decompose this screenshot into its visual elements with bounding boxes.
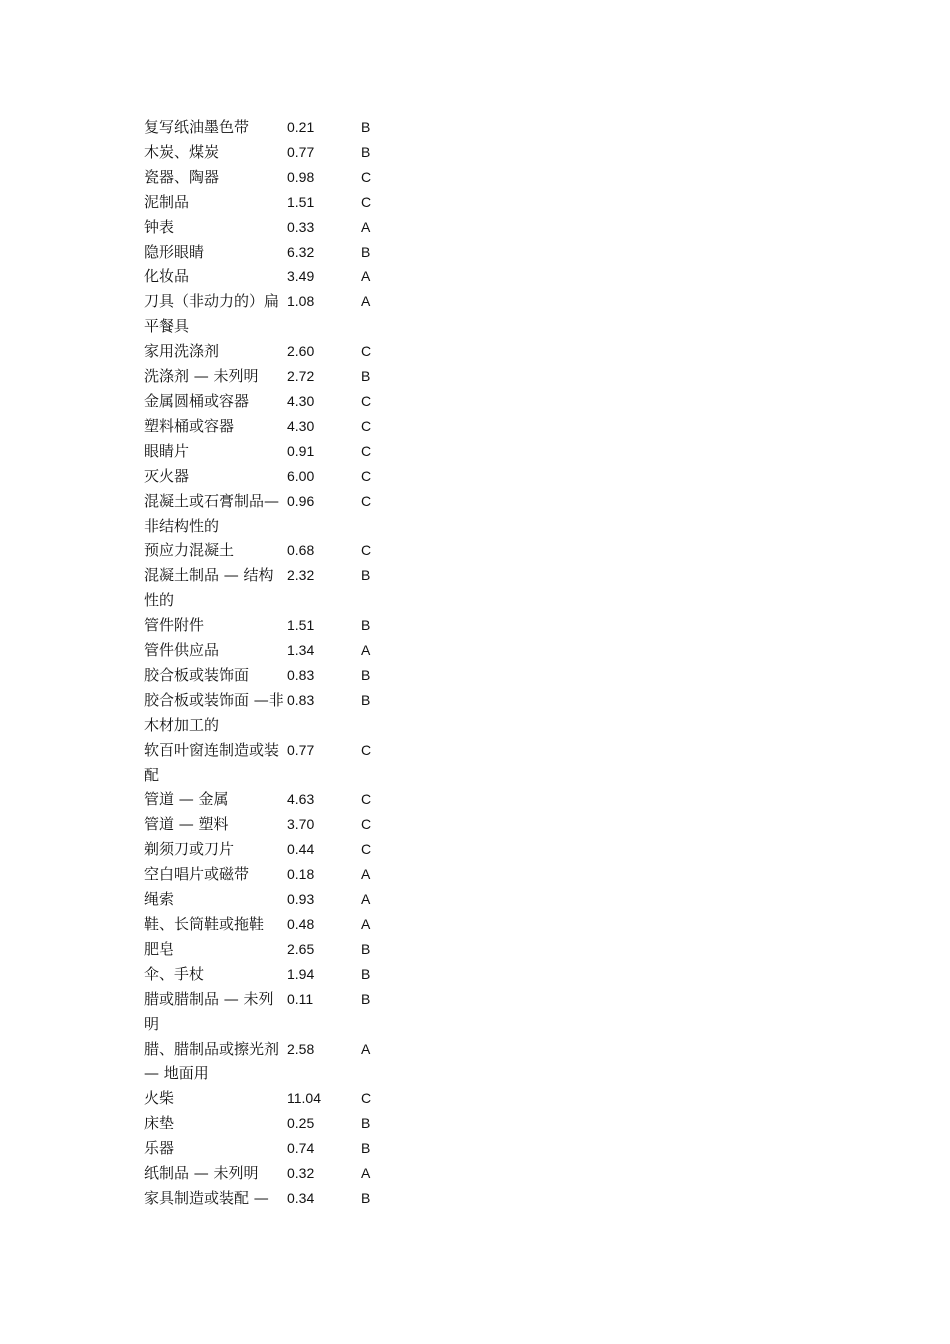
table-row xyxy=(144,787,404,812)
item-name: 管道 — 塑料 xyxy=(144,815,229,834)
table-row xyxy=(144,140,404,165)
item-grade: A xyxy=(361,293,371,310)
table-row xyxy=(144,962,404,987)
table-row xyxy=(144,1037,404,1087)
table-row xyxy=(144,738,404,788)
table-row xyxy=(144,464,404,489)
item-name: 纸制品 — 未列明 xyxy=(144,1164,259,1183)
item-grade: A xyxy=(361,916,371,932)
item-grade: A xyxy=(361,1165,371,1182)
item-grade: C xyxy=(361,791,372,808)
item-rate: 11.04 xyxy=(287,1090,321,1107)
item-name: 泥制品 xyxy=(144,192,190,211)
item-name: 塑料桶或容器 xyxy=(144,416,235,435)
table-row xyxy=(144,937,404,962)
item-rate: 1.34 xyxy=(287,642,315,659)
item-name: 腊或腊制品 — 未列明 xyxy=(144,989,274,1033)
item-name: 眼睛片 xyxy=(144,441,190,460)
rate-table xyxy=(144,115,404,1211)
item-grade: B xyxy=(361,1189,371,1206)
item-rate: 0.21 xyxy=(287,119,315,135)
item-grade: C xyxy=(361,193,372,210)
table-row xyxy=(144,339,404,364)
table-row xyxy=(144,264,404,289)
item-grade: C xyxy=(361,392,372,409)
item-rate: 0.25 xyxy=(287,1115,315,1132)
item-name: 管道 — 金属 xyxy=(144,790,229,809)
item-name: 乐器 xyxy=(144,1139,175,1158)
item-name: 伞、手杖 xyxy=(144,964,205,983)
item-grade: C xyxy=(361,1090,372,1107)
item-name: 灭火器 xyxy=(144,466,190,485)
item-name: 瓷器、陶器 xyxy=(144,167,220,186)
item-rate: 0.77 xyxy=(287,741,315,758)
item-rate: 1.51 xyxy=(287,193,315,210)
item-name: 软百叶窗连制造或装配 xyxy=(144,740,280,784)
item-grade: A xyxy=(361,268,371,285)
item-name: 胶合板或装饰面 —非木材加工的 xyxy=(144,690,284,734)
table-row xyxy=(144,364,404,389)
table-row xyxy=(144,688,404,738)
item-rate: 6.00 xyxy=(287,467,315,484)
item-name: 混凝土或石膏制品— 非结构性的 xyxy=(144,491,284,535)
item-name: 管件供应品 xyxy=(144,641,220,660)
item-name: 隐形眼睛 xyxy=(144,242,205,261)
item-name: 家用洗涤剂 xyxy=(144,342,220,361)
table-row xyxy=(144,887,404,912)
item-rate: 0.33 xyxy=(287,218,315,235)
item-rate: 3.49 xyxy=(287,268,315,285)
table-row xyxy=(144,289,404,339)
item-name: 刀具（非动力的）扁平餐具 xyxy=(144,292,280,336)
table-row xyxy=(144,1186,404,1211)
item-rate: 0.91 xyxy=(287,442,315,459)
item-name: 洗涤剂 — 未列明 xyxy=(144,367,259,386)
item-grade: C xyxy=(361,816,372,833)
item-rate: 0.34 xyxy=(287,1189,315,1206)
item-name: 木炭、煤炭 xyxy=(144,142,220,161)
table-row xyxy=(144,837,404,862)
item-rate: 6.32 xyxy=(287,243,315,260)
item-grade: B xyxy=(361,617,371,634)
item-rate: 1.08 xyxy=(287,293,315,310)
table-row xyxy=(144,489,404,539)
item-grade: A xyxy=(361,891,371,908)
item-rate: 3.70 xyxy=(287,816,315,833)
item-grade: B xyxy=(361,1140,371,1157)
table-row xyxy=(144,538,404,563)
item-grade: B xyxy=(361,666,371,683)
table-row xyxy=(144,862,404,887)
item-rate: 0.93 xyxy=(287,891,315,908)
item-name: 胶合板或装饰面 xyxy=(144,665,250,684)
item-grade: A xyxy=(361,1040,371,1057)
item-rate: 4.30 xyxy=(287,392,315,409)
item-grade: B xyxy=(361,119,371,135)
item-rate: 0.68 xyxy=(287,542,315,559)
item-grade: B xyxy=(361,965,371,982)
item-grade: C xyxy=(361,542,372,559)
item-name: 钟表 xyxy=(144,217,175,236)
table-row xyxy=(144,439,404,464)
item-rate: 0.83 xyxy=(287,666,315,683)
item-rate: 4.63 xyxy=(287,791,315,808)
item-name: 金属圆桶或容器 xyxy=(144,391,250,410)
table-row xyxy=(144,1161,404,1186)
item-name: 管件附件 xyxy=(144,616,205,635)
table-row xyxy=(144,389,404,414)
item-grade: B xyxy=(361,143,371,160)
item-grade: C xyxy=(361,168,372,185)
table-row xyxy=(144,115,404,140)
item-rate: 1.51 xyxy=(287,617,315,634)
item-grade: C xyxy=(361,492,372,509)
item-rate: 0.77 xyxy=(287,143,315,160)
item-grade: B xyxy=(361,567,371,584)
item-rate: 2.58 xyxy=(287,1040,315,1057)
item-grade: C xyxy=(361,442,372,459)
item-name: 腊、腊制品或擦光剂— 地面用 xyxy=(144,1039,280,1083)
item-rate: 0.11 xyxy=(287,990,314,1007)
item-name: 鞋、长筒鞋或拖鞋 xyxy=(144,915,265,933)
item-rate: 0.32 xyxy=(287,1165,315,1182)
table-row xyxy=(144,165,404,190)
item-name: 肥皂 xyxy=(144,939,175,958)
item-rate: 2.65 xyxy=(287,940,315,957)
item-grade: B xyxy=(361,990,371,1007)
item-rate: 0.44 xyxy=(287,841,315,858)
item-name: 剃须刀或刀片 xyxy=(144,840,235,859)
table-row xyxy=(144,240,404,265)
item-grade: C xyxy=(361,417,372,434)
item-grade: B xyxy=(361,368,371,385)
item-name: 化妆品 xyxy=(144,267,190,286)
table-row xyxy=(144,1136,404,1161)
item-grade: C xyxy=(361,741,372,758)
item-grade: C xyxy=(361,343,372,360)
item-grade: B xyxy=(361,940,371,957)
table-row xyxy=(144,812,404,837)
item-name: 空白唱片或磁带 xyxy=(144,865,250,884)
item-grade: C xyxy=(361,467,372,484)
item-name: 火柴 xyxy=(144,1089,175,1108)
table-row xyxy=(144,190,404,215)
table-row xyxy=(144,613,404,638)
table-row xyxy=(144,1086,404,1111)
item-name: 绳索 xyxy=(144,890,175,909)
item-grade: A xyxy=(361,218,371,235)
table-row xyxy=(144,987,404,1037)
table-row xyxy=(144,663,404,688)
table-row xyxy=(144,912,404,937)
item-rate: 1.94 xyxy=(287,965,315,982)
item-rate: 0.98 xyxy=(287,168,315,185)
table-row xyxy=(144,1111,404,1136)
table-row xyxy=(144,414,404,439)
item-rate: 4.30 xyxy=(287,417,315,434)
item-name: 预应力混凝土 xyxy=(144,541,235,560)
table-row xyxy=(144,638,404,663)
item-rate: 2.60 xyxy=(287,343,315,360)
item-rate: 2.32 xyxy=(287,567,315,584)
item-grade: A xyxy=(361,866,371,883)
item-rate: 0.74 xyxy=(287,1140,315,1157)
item-rate: 0.48 xyxy=(287,916,315,932)
item-rate: 0.18 xyxy=(287,866,315,883)
item-name: 家具制造或装配 — xyxy=(144,1188,269,1207)
table-row xyxy=(144,215,404,240)
item-rate: 0.83 xyxy=(287,691,315,708)
item-grade: A xyxy=(361,642,371,659)
item-name: 床垫 xyxy=(144,1114,175,1133)
item-grade: C xyxy=(361,841,372,858)
item-rate: 2.72 xyxy=(287,368,315,385)
item-name: 混凝土制品 — 结构性的 xyxy=(144,566,274,610)
item-grade: B xyxy=(361,1115,371,1132)
item-grade: B xyxy=(361,691,371,708)
table-row xyxy=(144,563,404,613)
item-name: 复写纸油墨色带 xyxy=(144,118,250,136)
item-rate: 0.96 xyxy=(287,492,315,509)
item-grade: B xyxy=(361,243,371,260)
